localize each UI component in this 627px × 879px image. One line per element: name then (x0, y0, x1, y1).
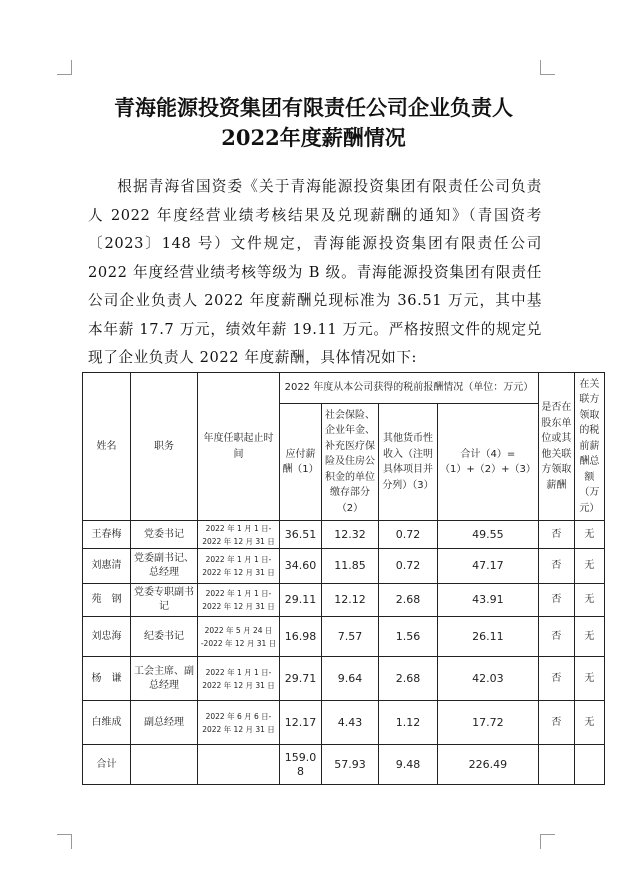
cell-c3: 0.72 (379, 521, 438, 549)
cell-c3: 2.68 (379, 584, 438, 617)
header-c4: 合计（4）=（1）+（2）+（3） (438, 404, 539, 521)
cell-name: 白维成 (83, 701, 131, 745)
cell-period: 2022 年 1 月 1 日- 2022 年 12 月 31 日 (198, 549, 280, 584)
cell-name: 杨 谦 (83, 657, 131, 701)
cell-period: 2022 年 5 月 24 日 -2022 年 12 月 31 日 (198, 617, 280, 657)
body-paragraph: 根据青海省国资委《关于青海能源投资集团有限责任公司负责人 2022 年度经营业绩考核结果及兑现薪酬的通知》（青国资考〔2023〕148 号）文件规定，青海能源投资集团有限责任公司 2022 年度经营业绩考核等级为 B 级。青海能源投资集团有限责任公司企业负责人 2022 年度薪酬兑现标准为 36.51 万元，其中基本年薪 17.7 万元，绩效年薪 19.11 万元。严格按照文件的规定兑现了企业负责人 2022 年度薪酬，具体情况如下: (88, 178, 542, 366)
cell-c2: 12.12 (322, 584, 379, 617)
total-empty (574, 745, 604, 785)
cell-shareholder: 否 (538, 549, 574, 584)
cell-position: 工会主席、副总经理 (131, 657, 198, 701)
total-c3: 9.48 (379, 745, 438, 785)
cell-related: 无 (574, 521, 604, 549)
table-row (83, 521, 605, 549)
cell-name: 王春梅 (83, 521, 131, 549)
header-group: 2022 年度从本公司获得的税前报酬情况（单位：万元） (280, 373, 539, 404)
cell-c3: 0.72 (379, 549, 438, 584)
header-name: 姓名 (83, 373, 131, 521)
header-related: 在关联方领取的税前薪酬总额（万元） (574, 373, 604, 521)
cell-shareholder: 否 (538, 521, 574, 549)
title-line-2: 2022年度薪酬情况 (221, 125, 406, 150)
cell-c3: 2.68 (379, 657, 438, 701)
header-period: 年度任职起止时间 (198, 373, 280, 521)
cell-name: 刘忠海 (83, 617, 131, 657)
table-row (83, 701, 605, 745)
cell-c1: 16.98 (280, 617, 322, 657)
cell-shareholder: 否 (538, 617, 574, 657)
cell-position: 副总经理 (131, 701, 198, 745)
cell-name: 苑 钢 (83, 584, 131, 617)
cell-c2: 4.43 (322, 701, 379, 745)
cell-related: 无 (574, 701, 604, 745)
cell-position: 党委副书记、总经理 (131, 549, 198, 584)
cell-position: 纪委书记 (131, 617, 198, 657)
header-shareholder: 是否在股东单位或其他关联方领取薪酬 (538, 373, 574, 521)
total-empty (538, 745, 574, 785)
cell-period: 2022 年 1 月 1 日- 2022 年 12 月 31 日 (198, 521, 280, 549)
header-c3: 其他货币性收入（注明具体项目并分列）（3） (379, 404, 438, 521)
table-row (83, 549, 605, 584)
cell-c2: 11.85 (322, 549, 379, 584)
cell-related: 无 (574, 657, 604, 701)
total-row (83, 745, 605, 785)
table-row (83, 617, 605, 657)
cell-c4: 49.55 (438, 521, 539, 549)
total-c2: 57.93 (322, 745, 379, 785)
document-title (40, 93, 587, 153)
cell-related: 无 (574, 584, 604, 617)
cell-shareholder: 否 (538, 657, 574, 701)
cell-c1: 12.17 (280, 701, 322, 745)
total-empty (198, 745, 280, 785)
total-label: 合计 (83, 745, 131, 785)
cell-related: 无 (574, 617, 604, 657)
page-corner-mark (540, 834, 555, 849)
cell-shareholder: 否 (538, 584, 574, 617)
header-c2: 社会保险、企业年金、补充医疗保险及住房公积金的单位缴存部分（2） (322, 404, 379, 521)
total-empty (131, 745, 198, 785)
cell-c2: 9.64 (322, 657, 379, 701)
cell-c4: 43.91 (438, 584, 539, 617)
cell-period: 2022 年 1 月 1 日- 2022 年 12 月 31 日 (198, 657, 280, 701)
cell-c1: 36.51 (280, 521, 322, 549)
cell-period: 2022 年 1 月 1 日- 2022 年 12 月 31 日 (198, 584, 280, 617)
cell-c4: 17.72 (438, 701, 539, 745)
table-row (83, 657, 605, 701)
cell-c1: 34.60 (280, 549, 322, 584)
cell-name: 刘惠清 (83, 549, 131, 584)
salary-table (82, 372, 605, 785)
total-c4: 226.49 (438, 745, 539, 785)
title-line-1: 青海能源投资集团有限责任公司企业负责人 (114, 95, 513, 120)
cell-position: 党委专职副书记 (131, 584, 198, 617)
cell-c4: 42.03 (438, 657, 539, 701)
header-c1: 应付薪酬（1） (280, 404, 322, 521)
cell-related: 无 (574, 549, 604, 584)
cell-c2: 12.32 (322, 521, 379, 549)
page-corner-mark (57, 60, 72, 75)
cell-c1: 29.71 (280, 657, 322, 701)
cell-period: 2022 年 6 月 6 日- 2022 年 12 月 31 日 (198, 701, 280, 745)
cell-c4: 47.17 (438, 549, 539, 584)
page-corner-mark (540, 60, 555, 75)
cell-c4: 26.11 (438, 617, 539, 657)
cell-c1: 29.11 (280, 584, 322, 617)
cell-shareholder: 否 (538, 701, 574, 745)
header-position: 职务 (131, 373, 198, 521)
page-corner-mark (57, 834, 72, 849)
cell-c2: 7.57 (322, 617, 379, 657)
cell-position: 党委书记 (131, 521, 198, 549)
cell-c3: 1.56 (379, 617, 438, 657)
total-c1: 159.08 (280, 745, 322, 785)
cell-c3: 1.12 (379, 701, 438, 745)
table-row (83, 584, 605, 617)
